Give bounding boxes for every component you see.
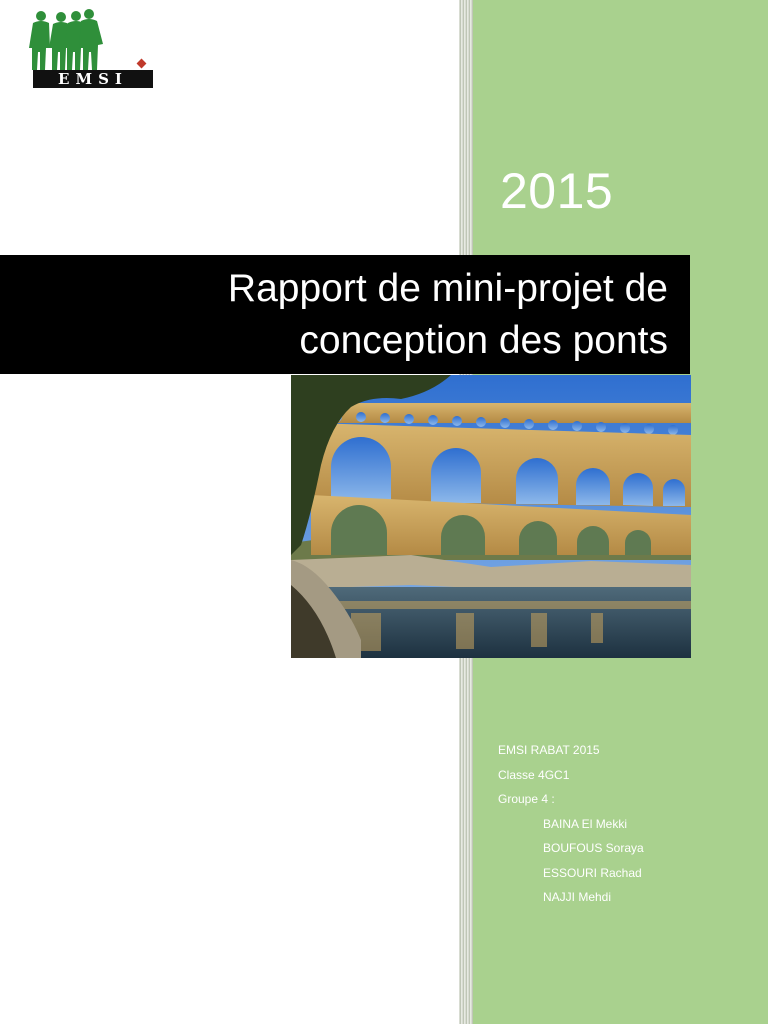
title-bar bbox=[0, 255, 690, 374]
report-title-line-1: Rapport de mini-projet de bbox=[227, 267, 668, 310]
emsi-logo bbox=[27, 8, 155, 90]
student-info-block bbox=[498, 738, 644, 910]
pont-du-gard-aqueduct-photo bbox=[291, 375, 691, 658]
people-silhouettes-icon bbox=[29, 9, 103, 70]
class-label: Classe 4GC1 bbox=[498, 767, 570, 782]
svg-text:EMSI: EMSI bbox=[58, 70, 128, 88]
member-name: NAJJI Mehdi bbox=[543, 890, 612, 904]
report-title-line-2: conception des ponts bbox=[299, 319, 668, 362]
school-label: EMSI RABAT 2015 bbox=[498, 743, 600, 757]
cover-year: 2015 bbox=[500, 163, 614, 219]
member-name: BAINA El Mekki bbox=[543, 816, 628, 831]
member-name: BOUFOUS Soraya bbox=[543, 841, 644, 855]
member-name: ESSOURI Rachad bbox=[543, 865, 642, 880]
group-label: Groupe 4 : bbox=[498, 792, 555, 806]
